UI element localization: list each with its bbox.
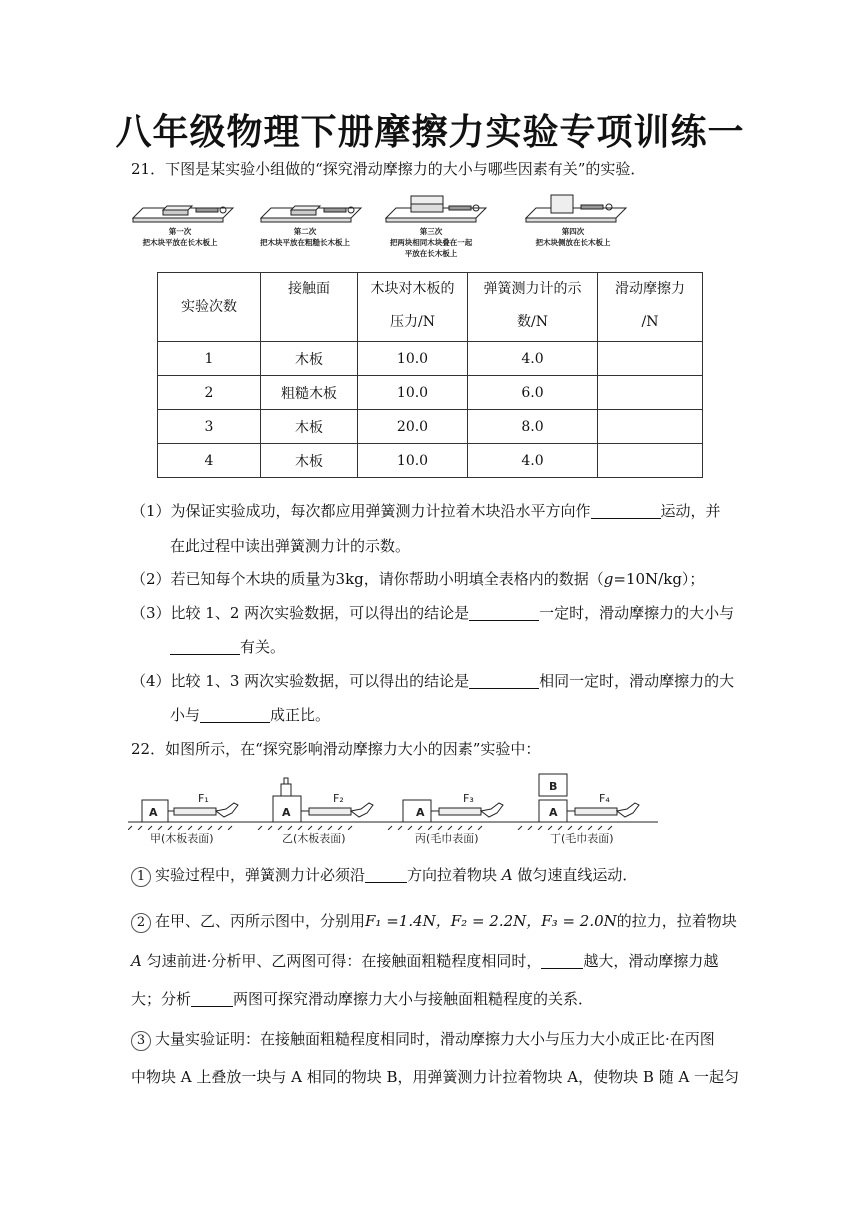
q21-data-table — [157, 272, 703, 478]
answer-blank[interactable] — [591, 503, 661, 519]
q22-part-2: 2 在甲、乙、丙所示图中，分别用F₁ =1.4N，F₂ = 2.2N，F₃ = 2.0N的拉力，拉着物块 — [131, 910, 737, 933]
figure-label-yi: 乙(木板表面) — [282, 832, 346, 845]
table-cell: 20.0 — [358, 410, 468, 444]
table-row — [158, 342, 703, 376]
answer-blank[interactable] — [541, 953, 583, 969]
force-label-f1: F₁ — [198, 792, 209, 805]
q21-setup-3 — [386, 196, 486, 222]
q21-caption-1: 第一次 把木块平放在长木板上 — [142, 227, 218, 247]
table-cell: 10.0 — [358, 342, 468, 376]
table-cell — [598, 376, 703, 410]
table-cell: 3 — [158, 410, 261, 444]
table-row — [158, 376, 703, 410]
table-header-row — [158, 273, 703, 342]
q22-part-2-cont: A 匀速前进·分析甲、乙两图可得：在接触面粗糙程度相同时， 越大，滑动摩擦力越 — [131, 952, 719, 970]
force-label-f2: F₂ — [333, 792, 344, 805]
answer-blank[interactable] — [469, 673, 539, 689]
answer-blank[interactable] — [200, 707, 270, 723]
force-label-f3: F₃ — [463, 792, 474, 805]
block-label-b: B — [549, 780, 558, 793]
answer-blank[interactable] — [365, 867, 407, 883]
table-cell — [598, 342, 703, 376]
q21-part-2: （2）若已知每个木块的质量为3kg，请你帮助小明填全表格内的数据（g=10N/kg）； — [131, 570, 705, 588]
page-title: 八年级物理下册摩擦力实验专项训练一 — [115, 111, 745, 153]
q22-stem: 22．如图所示，在“探究影响滑动摩擦力大小的因素”实验中： — [131, 740, 541, 758]
q22-part-3: 3 大量实验证明：在接触面粗糙程度相同时，滑动摩擦力大小与压力大小成正比·在丙图 — [131, 1028, 715, 1051]
question-number: 3 — [131, 1031, 151, 1051]
answer-blank[interactable] — [191, 991, 233, 1007]
table-cell: 木板 — [261, 444, 358, 478]
force-label-f4: F₄ — [599, 792, 610, 805]
q21-part-1: （1）为保证实验成功，每次都应用弹簧测力计拉着木块沿水平方向作 运动，并 — [131, 502, 721, 520]
table-row — [158, 410, 703, 444]
q21-part-1-cont: 在此过程中读出弹簧测力计的示数。 — [170, 537, 411, 555]
question-number: 2 — [131, 913, 151, 933]
table-header: 滑动摩擦力 /N — [598, 273, 703, 342]
q21-part-3: （3）比较 1、2 两次实验数据，可以得出的结论是 一定时，滑动摩擦力的大小与 — [131, 604, 735, 622]
table-cell: 8.0 — [468, 410, 598, 444]
q22-part-1: 1 实验过程中，弹簧测力计必须沿 方向拉着物块 A 做匀速直线运动． — [131, 864, 637, 887]
table-cell: 4 — [158, 444, 261, 478]
q22-part-2-cont2: 大；分析 两图可探究滑动摩擦力大小与接触面粗糙程度的关系． — [131, 990, 594, 1008]
table-cell — [598, 444, 703, 478]
figure-label-ding: 丁(毛巾表面) — [550, 832, 614, 845]
q22-part-3-cont: 中物块 A 上叠放一块与 A 相同的物块 B，用弹簧测力计拉着物块 A，使物块 B 随 A 一起匀 — [131, 1068, 740, 1086]
block-label-a: A — [416, 806, 425, 819]
answer-blank[interactable] — [170, 639, 240, 655]
q21-caption-2: 第二次 把木块平放在粗糙长木板上 — [260, 227, 350, 247]
table-cell: 粗糙木板 — [261, 376, 358, 410]
block-label-a: A — [282, 806, 291, 819]
block-label-a: A — [549, 806, 558, 819]
block-label-a: A — [149, 806, 158, 819]
q21-caption-3: 第三次 把两块相同木块叠在一起 平放在长木板上 — [389, 227, 473, 258]
table-header: 实验次数 — [158, 273, 261, 342]
table-header: 接触面 — [261, 273, 358, 342]
table-cell: 4.0 — [468, 342, 598, 376]
q21-part-3-cont: 有关。 — [170, 636, 285, 657]
q21-setup-1 — [133, 206, 233, 222]
q21-setup-2 — [261, 206, 361, 222]
table-cell — [598, 410, 703, 444]
table-cell: 10.0 — [358, 444, 468, 478]
q21-part-4: （4）比较 1、3 两次实验数据，可以得出的结论是 相同一定时，滑动摩擦力的大 — [131, 672, 735, 690]
question-number: 1 — [131, 867, 151, 887]
q21-part-4-cont: 小与 成正比。 — [170, 706, 331, 724]
table-cell: 10.0 — [358, 376, 468, 410]
figure-label-bing: 丙(毛巾表面) — [415, 832, 479, 845]
table-cell: 1 — [158, 342, 261, 376]
table-cell: 6.0 — [468, 376, 598, 410]
table-cell: 4.0 — [468, 444, 598, 478]
answer-blank[interactable] — [469, 605, 539, 621]
table-cell: 木板 — [261, 410, 358, 444]
table-row — [158, 444, 703, 478]
q21-caption-4: 第四次 把木块侧放在长木板上 — [535, 227, 611, 247]
table-header: 弹簧测力计的示 数/N — [468, 273, 598, 342]
table-cell: 2 — [158, 376, 261, 410]
q21-stem: 21．下图是某实验小组做的“探究滑动摩擦力的大小与哪些因素有关”的实验． — [131, 160, 646, 178]
table-cell: 木板 — [261, 342, 358, 376]
figure-label-jia: 甲(木板表面) — [150, 832, 214, 845]
table-header: 木块对木板的 压力/N — [358, 273, 468, 342]
q21-setup-4 — [526, 195, 626, 222]
